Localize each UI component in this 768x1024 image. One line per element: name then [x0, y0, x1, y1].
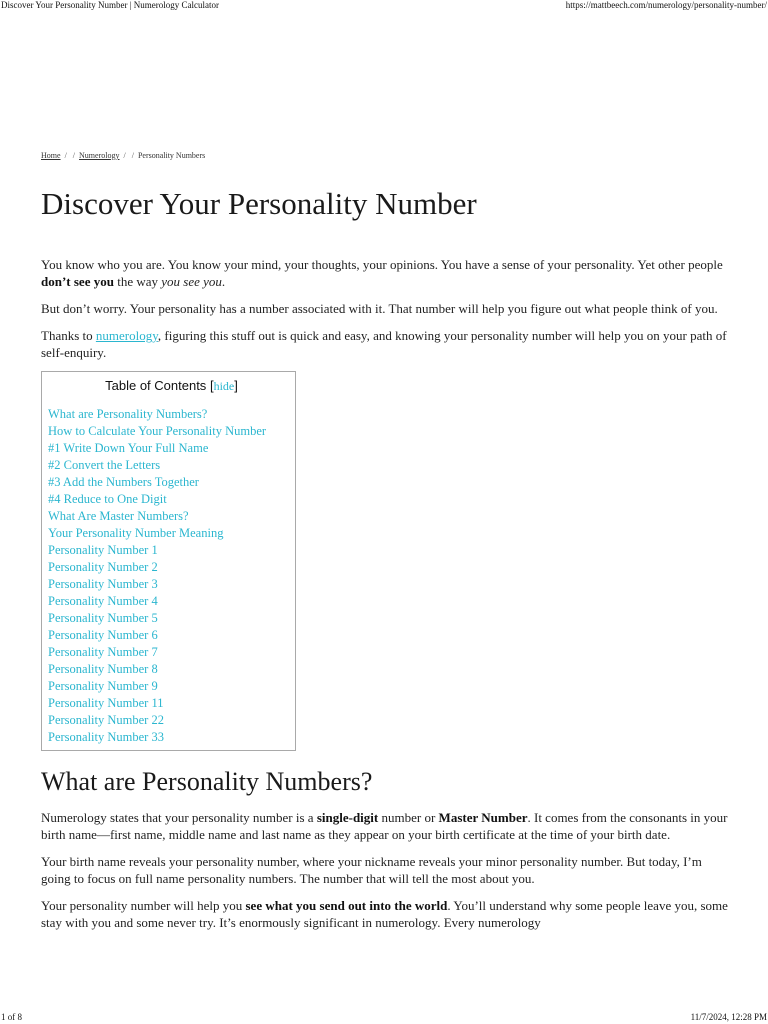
print-datetime: 11/7/2024, 12:28 PM — [690, 1012, 767, 1022]
print-header — [0, 0, 768, 12]
toc-list — [48, 406, 295, 746]
print-header-title: Discover Your Personality Number | Numerology Calculator — [1, 0, 220, 10]
breadcrumb-separator: / — [72, 151, 76, 160]
print-footer — [0, 1012, 768, 1024]
intro-section — [41, 256, 731, 361]
breadcrumb-separator: / — [131, 151, 134, 160]
toc-item[interactable]: Your Personality Number Meaning — [48, 526, 224, 540]
page-title: Discover Your Personality Number — [41, 186, 477, 221]
toc-item[interactable]: #4 Reduce to One Digit — [48, 492, 167, 506]
toc-item[interactable]: Personality Number 1 — [48, 543, 158, 557]
toc-item[interactable]: #1 Write Down Your Full Name — [48, 441, 209, 455]
toc-item[interactable]: Personality Number 33 — [48, 730, 164, 744]
intro-paragraph-1 — [41, 256, 731, 290]
toc-bracket: ] — [234, 378, 238, 393]
toc-hide-link[interactable]: hide — [213, 379, 235, 393]
toc-item[interactable]: Personality Number 7 — [48, 645, 158, 659]
intro-paragraph-3 — [41, 327, 731, 361]
toc-item[interactable]: How to Calculate Your Personality Number — [48, 424, 267, 438]
bold-text: don’t see you — [41, 274, 114, 289]
breadcrumb-home-link[interactable]: Home — [41, 151, 61, 160]
article — [41, 150, 731, 941]
text-span: number or — [378, 810, 439, 825]
breadcrumb-numerology-link[interactable]: Numerology — [79, 151, 120, 160]
toc-item[interactable]: Personality Number 11 — [48, 696, 164, 710]
text-span: Thanks to — [41, 328, 96, 343]
toc-title: Table of Contents — [105, 378, 207, 393]
section-paragraph-2: Your birth name reveals your personality number, where your nickname reveals your minor personality number. But today, I’m going to focus on full name personality numbers. The number that will tell the most about you. — [41, 854, 702, 886]
toc-item[interactable]: Personality Number 2 — [48, 560, 158, 574]
toc-item[interactable]: What are Personality Numbers? — [48, 407, 208, 421]
text-span: , figuring this stuff out is quick and easy, and knowing your personality number will help you on your path of self-enquiry. — [41, 328, 727, 360]
page-number: 1 of 8 — [1, 1012, 22, 1022]
toc-item[interactable]: Personality Number 3 — [48, 577, 158, 591]
toc-bracket: [ — [209, 378, 214, 393]
intro-paragraph-2: But don’t worry. Your personality has a number associated with it. That number will help you figure out what people think of you. — [41, 301, 718, 316]
text-span: You know who you are. You know your mind, your thoughts, your opinions. You have a sense of your personality. Yet other people — [41, 257, 723, 272]
bold-text: single-digit — [316, 810, 379, 825]
bold-text: see what you send out into the world — [245, 898, 448, 913]
toc-item[interactable]: Personality Number 8 — [48, 662, 158, 676]
text-span: Numerology states that your personality number is a — [41, 810, 317, 825]
section-paragraph-3 — [41, 897, 731, 931]
italic-text: you see you — [161, 274, 222, 289]
section-paragraph-1 — [41, 809, 731, 843]
numerology-link[interactable]: numerology — [95, 328, 158, 343]
text-span: . It comes from the consonants in your birth name—first name, middle name and last name as they appear on your birth certificate at the time of your birth date. — [41, 810, 728, 842]
text-span: Your personality number will help you — [41, 898, 246, 913]
text-span: . — [221, 274, 226, 289]
toc-item[interactable]: #2 Convert the Letters — [48, 458, 161, 472]
toc-item[interactable]: #3 Add the Numbers Together — [48, 475, 199, 489]
print-header-url: https://mattbeech.com/numerology/personality-number/ — [565, 0, 767, 10]
toc-item[interactable]: What Are Master Numbers? — [48, 509, 189, 523]
toc-item[interactable]: Personality Number 9 — [48, 679, 158, 693]
text-span: . You’ll understand why some people leave you, some stay with you and some never try. It’s enormously significant in numerology. Every numerology — [41, 898, 728, 930]
breadcrumb-separator: / — [64, 151, 67, 160]
toc-item[interactable]: Personality Number 5 — [48, 611, 158, 625]
breadcrumb-current: Personality Numbers — [137, 151, 206, 160]
toc-item[interactable]: Personality Number 6 — [48, 628, 158, 642]
text-span: the way — [113, 274, 162, 289]
breadcrumb-separator: / — [123, 151, 126, 160]
toc-header — [48, 378, 295, 394]
toc-item[interactable]: Personality Number 22 — [48, 713, 164, 727]
table-of-contents — [41, 371, 296, 751]
breadcrumb — [41, 150, 731, 162]
toc-item[interactable]: Personality Number 4 — [48, 594, 158, 608]
bold-text: Master Number — [438, 810, 528, 825]
section-title: What are Personality Numbers? — [41, 767, 373, 796]
